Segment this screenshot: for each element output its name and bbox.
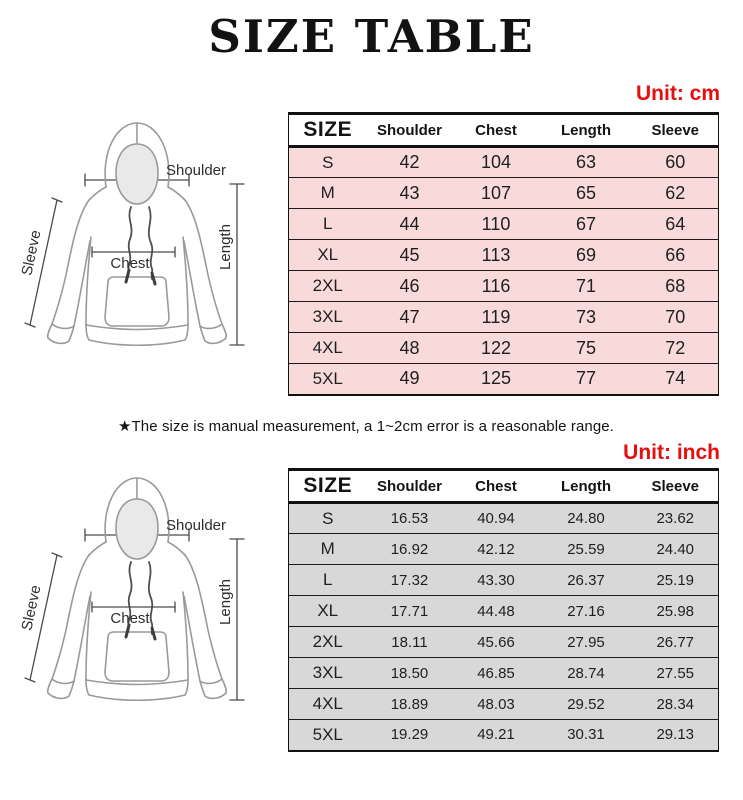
size-cell: XL bbox=[289, 596, 367, 627]
size-table-inch bbox=[288, 468, 719, 752]
value-cell: 17.71 bbox=[367, 596, 453, 627]
size-cell: 5XL bbox=[289, 720, 367, 751]
header-length: Length bbox=[540, 114, 633, 147]
value-cell: 18.89 bbox=[367, 689, 453, 720]
value-cell: 17.32 bbox=[367, 565, 453, 596]
size-cell: 4XL bbox=[289, 333, 367, 364]
value-cell: 45.66 bbox=[453, 627, 540, 658]
header-chest: Chest bbox=[453, 114, 540, 147]
value-cell: 72 bbox=[633, 333, 719, 364]
value-cell: 27.95 bbox=[540, 627, 633, 658]
value-cell: 30.31 bbox=[540, 720, 633, 751]
value-cell: 28.34 bbox=[633, 689, 719, 720]
table-row bbox=[289, 534, 719, 565]
table-row bbox=[289, 147, 719, 178]
drawstrings bbox=[126, 562, 155, 639]
size-cell: 2XL bbox=[289, 627, 367, 658]
value-cell: 26.37 bbox=[540, 565, 633, 596]
size-cell: 5XL bbox=[289, 364, 367, 395]
value-cell: 46.85 bbox=[453, 658, 540, 689]
header-sleeve: Sleeve bbox=[633, 470, 719, 503]
table-row bbox=[289, 503, 719, 534]
table-row bbox=[289, 240, 719, 271]
table-row bbox=[289, 364, 719, 395]
value-cell: 49.21 bbox=[453, 720, 540, 751]
value-cell: 113 bbox=[453, 240, 540, 271]
value-cell: 46 bbox=[367, 271, 453, 302]
value-cell: 29.13 bbox=[633, 720, 719, 751]
value-cell: 66 bbox=[633, 240, 719, 271]
size-cell: 4XL bbox=[289, 689, 367, 720]
value-cell: 48.03 bbox=[453, 689, 540, 720]
value-cell: 25.98 bbox=[633, 596, 719, 627]
value-cell: 77 bbox=[540, 364, 633, 395]
table-row bbox=[289, 658, 719, 689]
table-row bbox=[289, 302, 719, 333]
value-cell: 125 bbox=[453, 364, 540, 395]
face-opening bbox=[116, 144, 158, 204]
size-cell: 2XL bbox=[289, 271, 367, 302]
table-row bbox=[289, 720, 719, 751]
value-cell: 74 bbox=[633, 364, 719, 395]
size-cell: S bbox=[289, 147, 367, 178]
value-cell: 73 bbox=[540, 302, 633, 333]
value-cell: 107 bbox=[453, 178, 540, 209]
table-row bbox=[289, 178, 719, 209]
value-cell: 104 bbox=[453, 147, 540, 178]
value-cell: 16.92 bbox=[367, 534, 453, 565]
table-row bbox=[289, 689, 719, 720]
table-row bbox=[289, 596, 719, 627]
value-cell: 27.16 bbox=[540, 596, 633, 627]
size-cell: M bbox=[289, 178, 367, 209]
kangaroo-pocket bbox=[105, 632, 169, 681]
table-row bbox=[289, 271, 719, 302]
value-cell: 49 bbox=[367, 364, 453, 395]
value-cell: 119 bbox=[453, 302, 540, 333]
size-cell: L bbox=[289, 565, 367, 596]
value-cell: 65 bbox=[540, 178, 633, 209]
size-cell: 3XL bbox=[289, 658, 367, 689]
value-cell: 27.55 bbox=[633, 658, 719, 689]
value-cell: 70 bbox=[633, 302, 719, 333]
value-cell: 68 bbox=[633, 271, 719, 302]
value-cell: 116 bbox=[453, 271, 540, 302]
length-label: Length bbox=[216, 579, 234, 625]
value-cell: 40.94 bbox=[453, 503, 540, 534]
table-row bbox=[289, 333, 719, 364]
value-cell: 75 bbox=[540, 333, 633, 364]
header-shoulder: Shoulder bbox=[367, 114, 453, 147]
header-chest: Chest bbox=[453, 470, 540, 503]
measurement-note: ★The size is manual measurement, a 1~2cm error is a reasonable range. bbox=[118, 418, 614, 435]
table-header-row bbox=[289, 114, 719, 147]
value-cell: 47 bbox=[367, 302, 453, 333]
value-cell: 16.53 bbox=[367, 503, 453, 534]
value-cell: 67 bbox=[540, 209, 633, 240]
table-header-row bbox=[289, 470, 719, 503]
value-cell: 45 bbox=[367, 240, 453, 271]
face-opening bbox=[116, 499, 158, 559]
value-cell: 25.19 bbox=[633, 565, 719, 596]
size-cell: S bbox=[289, 503, 367, 534]
chest-label: Chest bbox=[110, 255, 150, 272]
value-cell: 24.80 bbox=[540, 503, 633, 534]
size-table-cm bbox=[288, 112, 719, 396]
value-cell: 64 bbox=[633, 209, 719, 240]
sleeve-label: Sleeve bbox=[18, 583, 45, 633]
value-cell: 48 bbox=[367, 333, 453, 364]
value-cell: 43.30 bbox=[453, 565, 540, 596]
value-cell: 19.29 bbox=[367, 720, 453, 751]
table-row bbox=[289, 209, 719, 240]
header-size: SIZE bbox=[289, 470, 367, 503]
value-cell: 42 bbox=[367, 147, 453, 178]
value-cell: 60 bbox=[633, 147, 719, 178]
value-cell: 44 bbox=[367, 209, 453, 240]
value-cell: 62 bbox=[633, 178, 719, 209]
unit-label-inch: Unit: inch bbox=[623, 441, 720, 464]
value-cell: 44.48 bbox=[453, 596, 540, 627]
hoodie-diagram-cm bbox=[2, 117, 274, 399]
value-cell: 43 bbox=[367, 178, 453, 209]
value-cell: 18.11 bbox=[367, 627, 453, 658]
value-cell: 26.77 bbox=[633, 627, 719, 658]
value-cell: 18.50 bbox=[367, 658, 453, 689]
size-cell: L bbox=[289, 209, 367, 240]
header-shoulder: Shoulder bbox=[367, 470, 453, 503]
header-size: SIZE bbox=[289, 114, 367, 147]
table-row bbox=[289, 627, 719, 658]
hoodie-diagram-inch bbox=[2, 472, 274, 754]
shoulder-label: Shoulder bbox=[165, 162, 227, 179]
value-cell: 25.59 bbox=[540, 534, 633, 565]
chest-label: Chest bbox=[110, 610, 150, 627]
value-cell: 71 bbox=[540, 271, 633, 302]
drawstrings bbox=[126, 207, 155, 284]
value-cell: 63 bbox=[540, 147, 633, 178]
page-title: SIZE TABLE bbox=[208, 10, 535, 63]
value-cell: 23.62 bbox=[633, 503, 719, 534]
size-cell: 3XL bbox=[289, 302, 367, 333]
size-cell: M bbox=[289, 534, 367, 565]
value-cell: 29.52 bbox=[540, 689, 633, 720]
header-sleeve: Sleeve bbox=[633, 114, 719, 147]
length-label: Length bbox=[216, 224, 234, 270]
shoulder-label: Shoulder bbox=[165, 517, 227, 534]
value-cell: 69 bbox=[540, 240, 633, 271]
table-row bbox=[289, 565, 719, 596]
kangaroo-pocket bbox=[105, 277, 169, 326]
value-cell: 28.74 bbox=[540, 658, 633, 689]
size-cell: XL bbox=[289, 240, 367, 271]
header-length: Length bbox=[540, 470, 633, 503]
value-cell: 24.40 bbox=[633, 534, 719, 565]
value-cell: 110 bbox=[453, 209, 540, 240]
value-cell: 122 bbox=[453, 333, 540, 364]
unit-label-cm: Unit: cm bbox=[636, 82, 720, 105]
sleeve-label: Sleeve bbox=[18, 228, 45, 278]
value-cell: 42.12 bbox=[453, 534, 540, 565]
